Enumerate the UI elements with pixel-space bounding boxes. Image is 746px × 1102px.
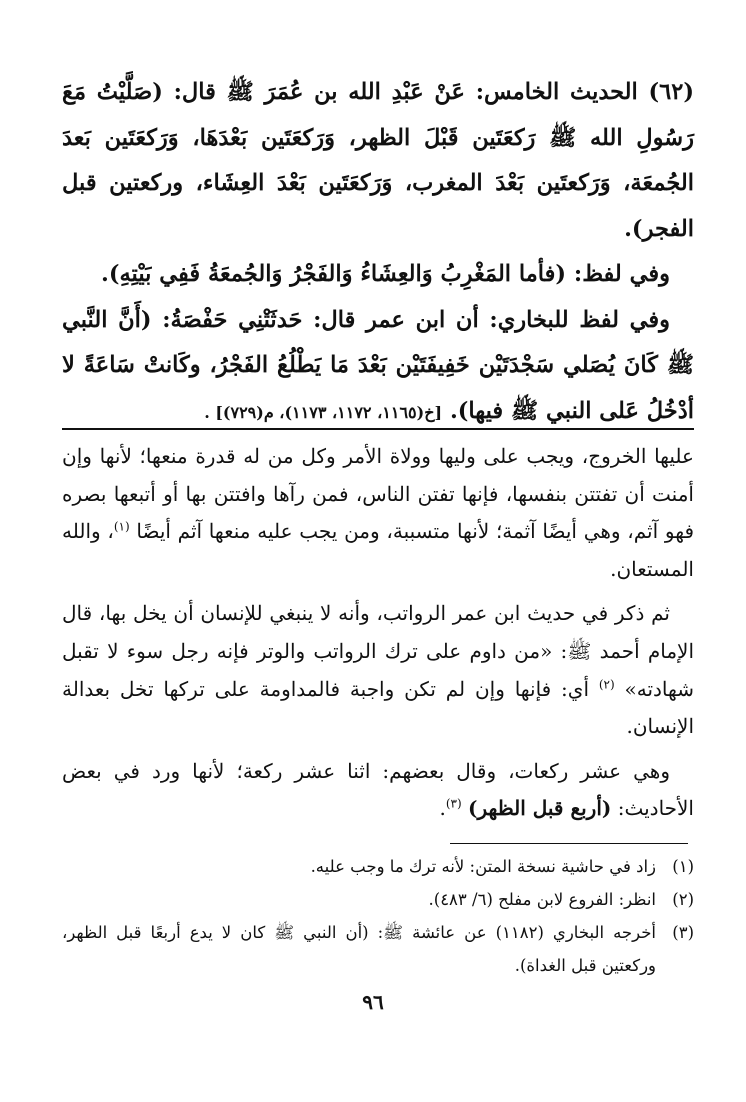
- footnote-ref-3: (٣): [445, 796, 462, 811]
- hadith-bukhari-paragraph: [62, 298, 694, 436]
- commentary-paragraph: [62, 753, 694, 828]
- hadith-text: [62, 70, 694, 435]
- footnote-ref-1: (١): [113, 519, 130, 534]
- footnote: [62, 916, 694, 982]
- footnote-number: (٢): [672, 890, 694, 909]
- commentary-paragraph: [62, 438, 694, 588]
- hadith-bukhari-text: وفي لفظ للبخاري: أن ابن عمر قال: حَدثَتْنِي حَفْصَةُ: (أَنَّ النَّبي ﷺ كَانَ يُصَلي سَجْدَتَيْن خَفِيفَتَيْن بَعْدَ مَا يَطْلُعُ الفَجْرُ، وكَانتْ سَاعَةً لا أدْخُلُ عَلى النبي ﷺ فيها).: [62, 306, 694, 424]
- footnote-divider: [450, 843, 688, 844]
- hadith-paragraph: (٦٢) الحديث الخامس: عَنْ عَبْدِ الله بن عُمَرَ ﷺ قال: (صَلَّيْتُ مَعَ رَسُولِ الله ﷺ رَكعَتَين قَبْلَ الظهر، وَرَكعَتَين بَعْدَهَا، وَرَكعَتَين بَعدَ الجُمعَة، وَرَكعتَين بَعْدَ المغرب، وَرَكعَتَين بَعْدَ العِشَاء، وركعتين قبل الفجر).: [62, 79, 694, 242]
- page-number: ٩٦: [362, 990, 384, 1014]
- commentary-quote: (أربع قبل الظهر): [468, 796, 612, 821]
- hadith-source-reference: [خ(١١٦٥، ١١٧٢، ١١٧٣)، م(٧٢٩)] .: [204, 402, 443, 422]
- section-divider: [62, 428, 694, 430]
- commentary-text-2: ثم ذكر في حديث ابن عمر الرواتب، وأنه لا ينبغي للإنسان أن يخل بها، قال الإمام أحمد ﷺ: «من داوم على ترك الرواتب والوتر فإنه رجل سوء لا تقبل شهادته»: [62, 601, 694, 701]
- footnote-text: أخرجه البخاري (١١٨٢) عن عائشة ﷺ: (أن النبي ﷺ كان لا يدع أربعًا قبل الظهر، وركعتين قبل الغداة).: [62, 923, 657, 975]
- footnote: [62, 850, 694, 883]
- commentary-text-1: عليها الخروج، ويجب على وليها وولاة الأمر وكل من له قدرة منعها؛ لأنها وإن أمنت أن تفتتن بنفسها، فإنها تفتن الناس، فمن رآها وافتتن بها أو أتبعها بصره فهو آثم، وهي أيضًا آثمة؛ لأنها متسببة، ومن يجب عليه منعها آثم أيضًا: [62, 444, 695, 544]
- commentary-text-1-end: ، والله المستعان.: [62, 519, 694, 581]
- commentary-text-3-end: .: [439, 796, 446, 821]
- hadith-variant-paragraph: وفي لفظ: (فأما المَغْرِبُ وَالعِشَاءُ وَالفَجْرُ وَالجُمعَةُ فَفِي بَيْتِهِ).: [101, 261, 670, 287]
- footnote-number: (٣): [672, 923, 694, 942]
- footnote-number: (١): [672, 857, 694, 876]
- commentary-text-3: وهي عشر ركعات، وقال بعضهم: اثنا عشر ركعة؛ لأنها ورد في بعض الأحاديث:: [62, 758, 694, 821]
- footnote-ref-2: (٢): [598, 676, 615, 691]
- footnote-text: زاد في حاشية نسخة المتن: لأنه ترك ما وجب عليه.: [310, 857, 656, 876]
- commentary-paragraph: [62, 595, 694, 745]
- footnote-text: انظر: الفروع لابن مفلح (٦/ ٤٨٣).: [428, 890, 656, 909]
- commentary-text: [62, 438, 694, 828]
- commentary-text-2-end: أي: فإنها وإن لم تكن واجبة فالمداومة على تركها تخل بعدالة الإنسان.: [62, 676, 694, 739]
- footnotes: [62, 850, 694, 982]
- footnote: [62, 883, 694, 916]
